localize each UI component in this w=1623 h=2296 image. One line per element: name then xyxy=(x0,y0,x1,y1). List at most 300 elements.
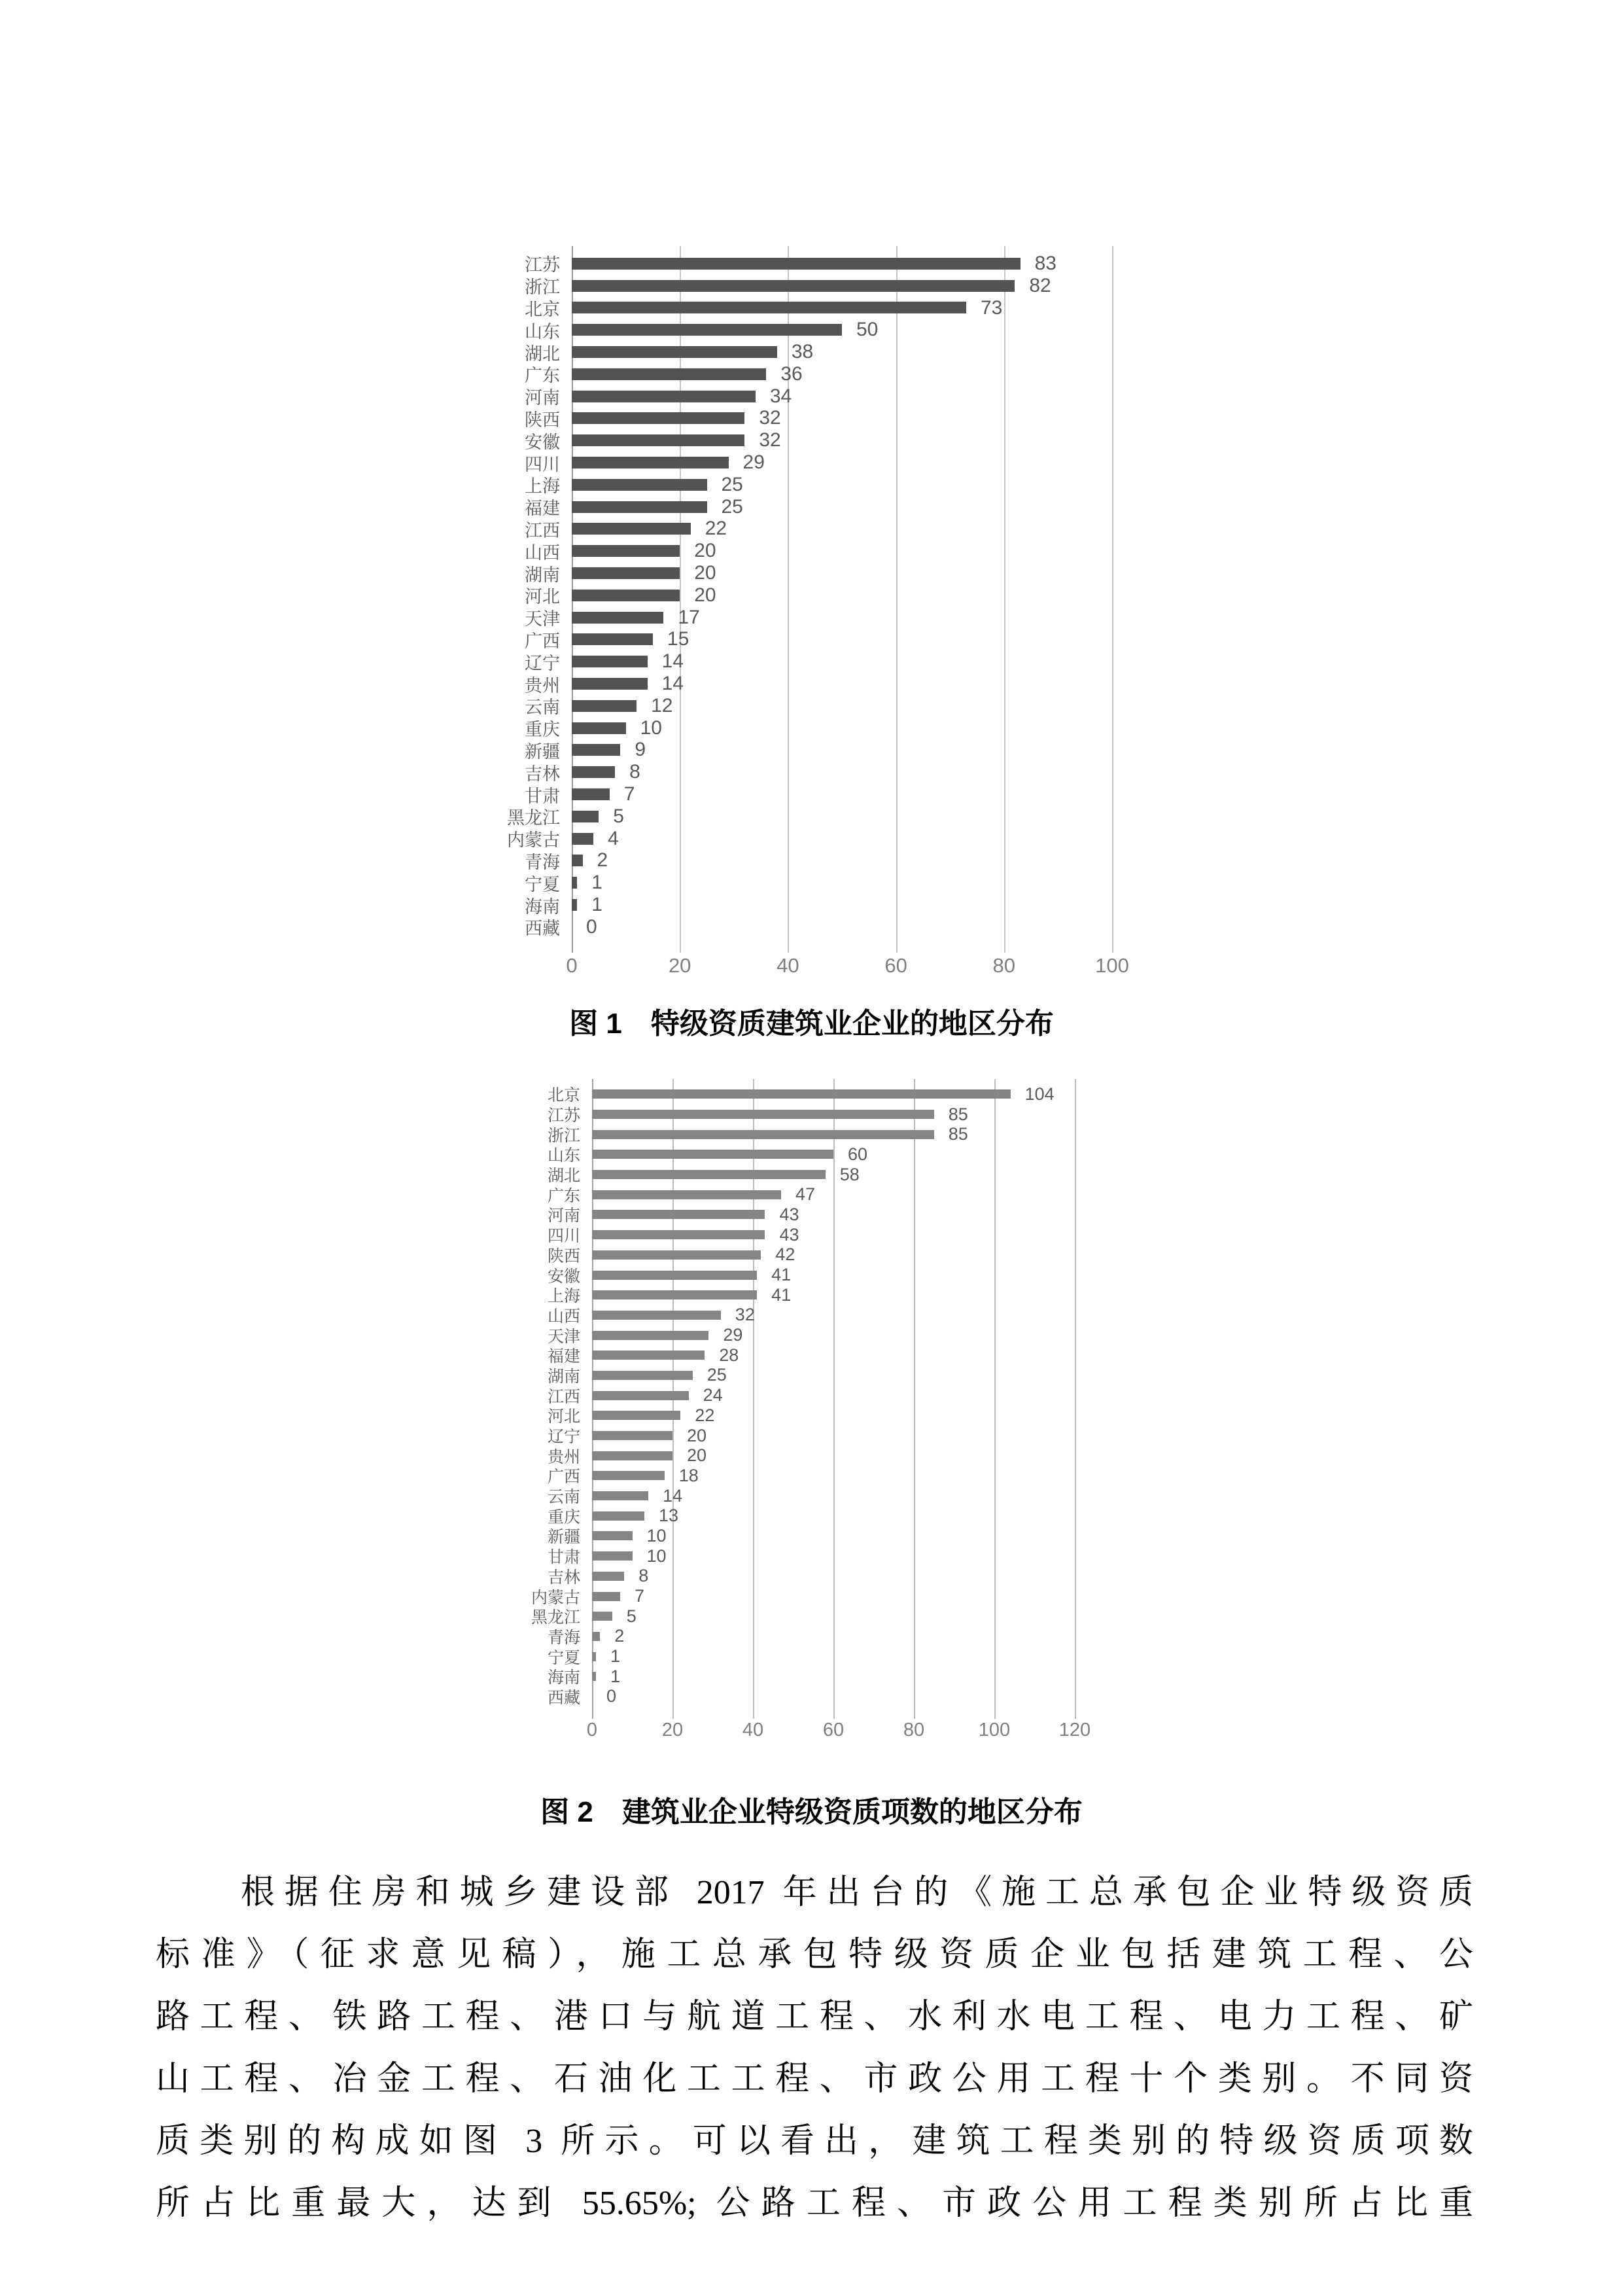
value-label: 10 xyxy=(646,1525,667,1545)
bar-cell xyxy=(592,1205,1115,1225)
bar-cell xyxy=(572,894,1154,916)
category-label: 湖南 xyxy=(525,565,560,585)
chart-row xyxy=(435,1606,1115,1627)
figure2-chart xyxy=(435,1079,1115,1746)
chart-row xyxy=(435,1184,1115,1205)
bar-cell xyxy=(572,429,1154,451)
bar-cell xyxy=(592,1627,1115,1647)
bar-cell xyxy=(592,1325,1115,1345)
chart-row xyxy=(435,1366,1115,1386)
value-label: 1 xyxy=(610,1666,621,1686)
chart-row xyxy=(415,474,1154,496)
category-label: 河北 xyxy=(547,1407,580,1426)
bar xyxy=(572,368,766,380)
chart-row xyxy=(435,1646,1115,1667)
bar xyxy=(592,1089,1011,1099)
x-tick-label: 80 xyxy=(992,953,1016,977)
bar-cell xyxy=(592,1566,1115,1587)
value-label: 18 xyxy=(678,1465,699,1485)
bar xyxy=(592,1411,680,1420)
category-label: 云南 xyxy=(525,698,560,718)
value-label: 73 xyxy=(980,296,1003,319)
bar xyxy=(572,280,1015,292)
bar xyxy=(572,656,648,667)
value-label: 22 xyxy=(695,1405,715,1425)
value-label: 7 xyxy=(635,1586,645,1606)
bar xyxy=(572,391,756,402)
bar-cell xyxy=(592,1165,1115,1185)
bar xyxy=(572,722,626,734)
category-label: 黑龙江 xyxy=(507,808,560,828)
chart-row xyxy=(415,275,1154,297)
bar-cell xyxy=(592,1305,1115,1326)
figure2-caption-title: 建筑业企业特级资质项数的地区分布 xyxy=(621,1796,1083,1828)
category-label: 云南 xyxy=(547,1488,580,1507)
bar xyxy=(592,1572,624,1581)
bar-cell xyxy=(592,1646,1115,1667)
chart-row xyxy=(415,673,1154,695)
chart-row xyxy=(415,584,1154,607)
value-label: 0 xyxy=(606,1686,617,1706)
bar xyxy=(572,678,648,690)
category-label: 山东 xyxy=(547,1146,580,1165)
value-label: 32 xyxy=(759,429,781,451)
bar xyxy=(572,590,680,601)
bar-cell xyxy=(592,1445,1115,1466)
category-label: 四川 xyxy=(547,1227,580,1246)
bar-cell xyxy=(592,1366,1115,1386)
category-label: 海南 xyxy=(547,1669,580,1687)
bar-cell xyxy=(592,1225,1115,1245)
chart-row xyxy=(435,1225,1115,1245)
value-label: 41 xyxy=(771,1284,792,1305)
value-label: 7 xyxy=(623,783,635,805)
chart-row xyxy=(435,1667,1115,1687)
bar-cell xyxy=(592,1124,1115,1144)
bar-cell xyxy=(572,584,1154,607)
chart-row xyxy=(435,1124,1115,1144)
category-label: 广东 xyxy=(525,366,560,386)
bar xyxy=(592,1511,644,1521)
value-label: 13 xyxy=(658,1506,678,1526)
chart-row xyxy=(435,1466,1115,1486)
chart-row xyxy=(435,1325,1115,1345)
category-label: 西藏 xyxy=(525,919,560,939)
value-label: 20 xyxy=(694,584,716,606)
bar-cell xyxy=(592,1486,1115,1506)
category-label: 浙江 xyxy=(547,1126,580,1145)
category-label: 天津 xyxy=(547,1327,580,1346)
category-label: 江西 xyxy=(525,520,560,540)
bar-cell xyxy=(592,1245,1115,1265)
category-label: 新疆 xyxy=(547,1528,580,1547)
bar-cell xyxy=(592,1405,1115,1426)
chart-row xyxy=(415,496,1154,518)
bar-cell xyxy=(592,1265,1115,1285)
x-tick-label: 40 xyxy=(777,953,799,977)
value-label: 34 xyxy=(769,385,792,407)
bar xyxy=(592,1632,600,1641)
chart-row xyxy=(435,1486,1115,1506)
category-label: 江苏 xyxy=(547,1106,580,1125)
bar xyxy=(592,1190,781,1199)
category-label: 吉林 xyxy=(525,764,560,784)
category-label: 山西 xyxy=(547,1307,580,1326)
bar xyxy=(592,1612,612,1621)
bar xyxy=(572,346,777,358)
bar xyxy=(592,1271,757,1280)
bar-cell xyxy=(572,761,1154,783)
category-label: 河南 xyxy=(547,1207,580,1226)
value-label: 85 xyxy=(948,1124,968,1144)
bar xyxy=(592,1491,648,1500)
chart-row xyxy=(435,1687,1115,1707)
bar-cell xyxy=(592,1546,1115,1566)
chart-row xyxy=(415,518,1154,540)
chart-row xyxy=(435,1165,1115,1185)
category-label: 福建 xyxy=(525,499,560,519)
bar xyxy=(592,1551,633,1561)
x-tick-label: 60 xyxy=(822,1720,845,1741)
value-label: 25 xyxy=(721,473,743,495)
value-label: 10 xyxy=(646,1545,667,1566)
bar-cell xyxy=(572,783,1154,805)
body-text-line: 质类别的构成如图 3 所示。可以看出，建筑工程类别的特级资质项数 xyxy=(156,2123,1473,2160)
chart-row xyxy=(435,1526,1115,1546)
bar xyxy=(572,523,691,535)
bar-cell xyxy=(572,805,1154,828)
category-label: 河南 xyxy=(525,388,560,408)
body-text-line: 路工程、铁路工程、港口与航道工程、水利水电工程、电力工程、矿 xyxy=(156,1998,1473,2036)
value-label: 15 xyxy=(667,628,689,650)
chart-row xyxy=(415,253,1154,275)
value-label: 25 xyxy=(707,1365,727,1385)
bar xyxy=(572,479,707,491)
bar xyxy=(572,501,707,513)
category-label: 广西 xyxy=(525,631,560,651)
category-label: 上海 xyxy=(525,476,560,497)
x-tick-label: 0 xyxy=(586,1720,598,1741)
x-tick-label: 100 xyxy=(1095,953,1129,977)
bar-cell xyxy=(592,1285,1115,1305)
bar xyxy=(572,700,637,712)
bar xyxy=(592,1170,826,1179)
value-label: 22 xyxy=(705,518,727,540)
value-label: 14 xyxy=(661,673,684,695)
category-label: 湖北 xyxy=(525,344,560,364)
x-tick-label: 40 xyxy=(742,1720,764,1741)
bar xyxy=(572,457,729,468)
category-label: 甘肃 xyxy=(547,1548,580,1567)
body-text-line: 根据住房和城乡建设部 2017 年出台的《施工总承包企业特级资质 xyxy=(241,1874,1473,1911)
bar xyxy=(592,1311,721,1320)
value-label: 14 xyxy=(661,650,684,673)
value-label: 10 xyxy=(640,716,662,739)
chart-row xyxy=(415,695,1154,717)
bar xyxy=(572,258,1021,270)
bar-cell xyxy=(572,540,1154,562)
bar xyxy=(572,788,610,800)
bar xyxy=(592,1391,689,1400)
category-label: 内蒙古 xyxy=(507,830,560,851)
chart-row xyxy=(415,429,1154,451)
category-label: 江苏 xyxy=(525,255,560,275)
value-label: 20 xyxy=(694,540,716,562)
chart-row xyxy=(415,783,1154,805)
chart-row xyxy=(435,1385,1115,1405)
bar-cell xyxy=(592,1345,1115,1366)
category-label: 安徽 xyxy=(547,1267,580,1286)
value-label: 58 xyxy=(839,1164,860,1184)
bar xyxy=(592,1290,757,1299)
chart-row xyxy=(435,1345,1115,1366)
chart-row xyxy=(415,717,1154,739)
value-label: 42 xyxy=(775,1245,795,1265)
value-label: 36 xyxy=(780,362,803,385)
bar xyxy=(592,1371,693,1380)
bar xyxy=(572,855,583,866)
category-label: 上海 xyxy=(547,1287,580,1306)
x-tick-label: 80 xyxy=(903,1720,925,1741)
value-label: 12 xyxy=(651,694,673,716)
chart-row xyxy=(415,607,1154,629)
figure1-caption-title: 特级资质建筑业企业的地区分布 xyxy=(650,1008,1054,1040)
bar-cell xyxy=(592,1184,1115,1205)
body-text-line: 山工程、冶金工程、石油化工工程、市政公用工程十个类别。不同资 xyxy=(156,2060,1473,2098)
category-label: 江西 xyxy=(547,1387,580,1406)
figure1-chart xyxy=(415,246,1154,978)
value-label: 47 xyxy=(795,1184,816,1205)
value-label: 9 xyxy=(635,739,646,761)
bar-cell xyxy=(572,319,1154,341)
category-label: 山西 xyxy=(525,542,560,563)
category-label: 贵州 xyxy=(525,675,560,696)
body-text-line: 标准》（征求意见稿），施工总承包特级资质企业包括建筑工程、公 xyxy=(156,1936,1473,1973)
bar-cell xyxy=(592,1687,1115,1707)
category-label: 辽宁 xyxy=(525,653,560,673)
bar-cell xyxy=(572,363,1154,385)
chart-row xyxy=(435,1104,1115,1125)
chart-row xyxy=(435,1586,1115,1606)
value-label: 25 xyxy=(721,495,743,518)
chart-row xyxy=(435,1506,1115,1526)
x-tick-label: 100 xyxy=(978,1720,1011,1741)
bar xyxy=(592,1250,761,1260)
x-tick-label: 0 xyxy=(566,953,578,977)
bar-cell xyxy=(592,1526,1115,1546)
bar-cell xyxy=(592,1586,1115,1606)
category-label: 陕西 xyxy=(525,410,560,430)
chart-row xyxy=(435,1426,1115,1446)
x-axis xyxy=(415,938,1154,978)
value-label: 32 xyxy=(759,407,781,429)
chart-row xyxy=(415,828,1154,850)
bar-cell xyxy=(592,1084,1115,1104)
figure1-caption xyxy=(0,1000,1623,1042)
value-label: 60 xyxy=(848,1144,868,1164)
chart-row xyxy=(415,562,1154,584)
value-label: 83 xyxy=(1034,252,1056,274)
bar xyxy=(592,1110,934,1119)
bar xyxy=(572,545,680,557)
category-label: 广西 xyxy=(547,1468,580,1487)
bar-cell xyxy=(572,607,1154,629)
x-tick-label: 20 xyxy=(661,1720,684,1741)
category-label: 浙江 xyxy=(525,277,560,298)
bar xyxy=(592,1592,620,1601)
category-label: 福建 xyxy=(547,1347,580,1366)
bar xyxy=(572,302,966,313)
bar-cell xyxy=(572,872,1154,894)
bar xyxy=(572,567,680,579)
category-label: 重庆 xyxy=(547,1508,580,1527)
bar xyxy=(572,766,615,778)
bar-cell xyxy=(572,739,1154,762)
category-label: 宁夏 xyxy=(525,874,560,894)
chart-row xyxy=(435,1144,1115,1165)
value-label: 82 xyxy=(1029,274,1051,296)
value-label: 4 xyxy=(608,827,619,849)
category-label: 甘肃 xyxy=(525,786,560,806)
category-label: 北京 xyxy=(547,1086,580,1105)
bar-cell xyxy=(572,385,1154,408)
chart-row xyxy=(415,319,1154,341)
bar xyxy=(572,434,744,446)
chart-row xyxy=(435,1445,1115,1466)
value-label: 20 xyxy=(687,1445,707,1466)
category-label: 吉林 xyxy=(547,1568,580,1587)
category-label: 安徽 xyxy=(525,432,560,452)
body-paragraph xyxy=(156,1862,1473,2234)
figure2-caption-label: 图 2 xyxy=(540,1796,593,1828)
value-label: 14 xyxy=(663,1485,683,1506)
value-label: 8 xyxy=(638,1566,649,1586)
chart-row xyxy=(435,1084,1115,1104)
bar xyxy=(572,324,842,336)
chart-row xyxy=(415,408,1154,430)
category-label: 河北 xyxy=(525,587,560,607)
chart-row xyxy=(415,650,1154,673)
bar-cell xyxy=(592,1667,1115,1687)
value-label: 104 xyxy=(1024,1084,1055,1104)
value-label: 29 xyxy=(742,451,765,474)
bar-cell xyxy=(572,916,1154,938)
bar xyxy=(592,1672,596,1681)
category-label: 四川 xyxy=(525,454,560,474)
bar xyxy=(572,833,593,845)
x-axis xyxy=(435,1706,1115,1746)
value-label: 17 xyxy=(678,606,700,628)
category-label: 青海 xyxy=(525,852,560,872)
value-label: 5 xyxy=(613,805,624,827)
value-label: 1 xyxy=(610,1646,621,1667)
bar xyxy=(592,1331,708,1340)
bar-cell xyxy=(592,1426,1115,1446)
bar-cell xyxy=(572,341,1154,363)
category-label: 贵州 xyxy=(547,1447,580,1466)
category-label: 山东 xyxy=(525,321,560,342)
bar-cell xyxy=(592,1385,1115,1405)
chart-row xyxy=(415,872,1154,894)
value-label: 43 xyxy=(779,1204,799,1224)
chart-row xyxy=(435,1285,1115,1305)
bar xyxy=(572,612,663,624)
category-label: 辽宁 xyxy=(547,1428,580,1447)
bar xyxy=(572,412,744,424)
value-label: 38 xyxy=(791,341,814,363)
category-label: 陕西 xyxy=(547,1246,580,1265)
chart-row xyxy=(415,739,1154,762)
bar-cell xyxy=(572,496,1154,518)
bar-cell xyxy=(572,828,1154,850)
chart-row xyxy=(415,894,1154,916)
chart-row xyxy=(415,805,1154,828)
category-label: 海南 xyxy=(525,896,560,917)
category-label: 湖南 xyxy=(547,1367,580,1386)
bar xyxy=(592,1652,596,1661)
value-label: 0 xyxy=(586,915,597,938)
bar-cell xyxy=(572,850,1154,872)
bar xyxy=(572,877,577,889)
value-label: 20 xyxy=(694,562,716,584)
category-label: 青海 xyxy=(547,1628,580,1647)
value-label: 24 xyxy=(703,1385,723,1405)
chart-row xyxy=(415,385,1154,408)
bar-cell xyxy=(572,474,1154,496)
bar xyxy=(572,744,620,756)
value-label: 43 xyxy=(779,1224,799,1245)
figure2-caption xyxy=(0,1788,1623,1830)
chart-row xyxy=(435,1305,1115,1326)
bar-cell xyxy=(572,562,1154,584)
bar xyxy=(572,899,577,911)
bar xyxy=(592,1130,934,1139)
category-label: 重庆 xyxy=(525,720,560,740)
category-label: 湖北 xyxy=(547,1167,580,1186)
value-label: 1 xyxy=(591,894,602,916)
bar xyxy=(592,1471,665,1480)
bar-cell xyxy=(572,629,1154,651)
bar-cell xyxy=(572,518,1154,540)
bar-cell xyxy=(572,408,1154,430)
bar xyxy=(572,811,599,822)
bar-cell xyxy=(592,1606,1115,1627)
chart-row xyxy=(415,850,1154,872)
category-label: 西藏 xyxy=(547,1688,580,1707)
value-label: 20 xyxy=(687,1425,707,1445)
category-label: 黑龙江 xyxy=(531,1608,580,1627)
x-tick-label: 20 xyxy=(668,953,691,977)
chart-row xyxy=(415,540,1154,562)
body-text-line: 所占比重最大，达到 55.65%; 公路工程、市政公用工程类别所占比重 xyxy=(156,2185,1473,2222)
value-label: 5 xyxy=(626,1606,637,1626)
category-label: 北京 xyxy=(525,300,560,319)
value-label: 50 xyxy=(856,319,879,341)
value-label: 2 xyxy=(614,1626,625,1646)
bar-cell xyxy=(572,695,1154,717)
bar-cell xyxy=(572,673,1154,695)
bar-cell xyxy=(572,650,1154,673)
chart-row xyxy=(435,1265,1115,1285)
bar xyxy=(592,1431,672,1440)
value-label: 85 xyxy=(948,1104,968,1124)
bar-cell xyxy=(572,297,1154,319)
value-label: 29 xyxy=(723,1325,743,1345)
chart-row xyxy=(415,341,1154,363)
x-tick-label: 60 xyxy=(884,953,907,977)
chart-row xyxy=(435,1245,1115,1265)
bar xyxy=(592,1210,765,1219)
